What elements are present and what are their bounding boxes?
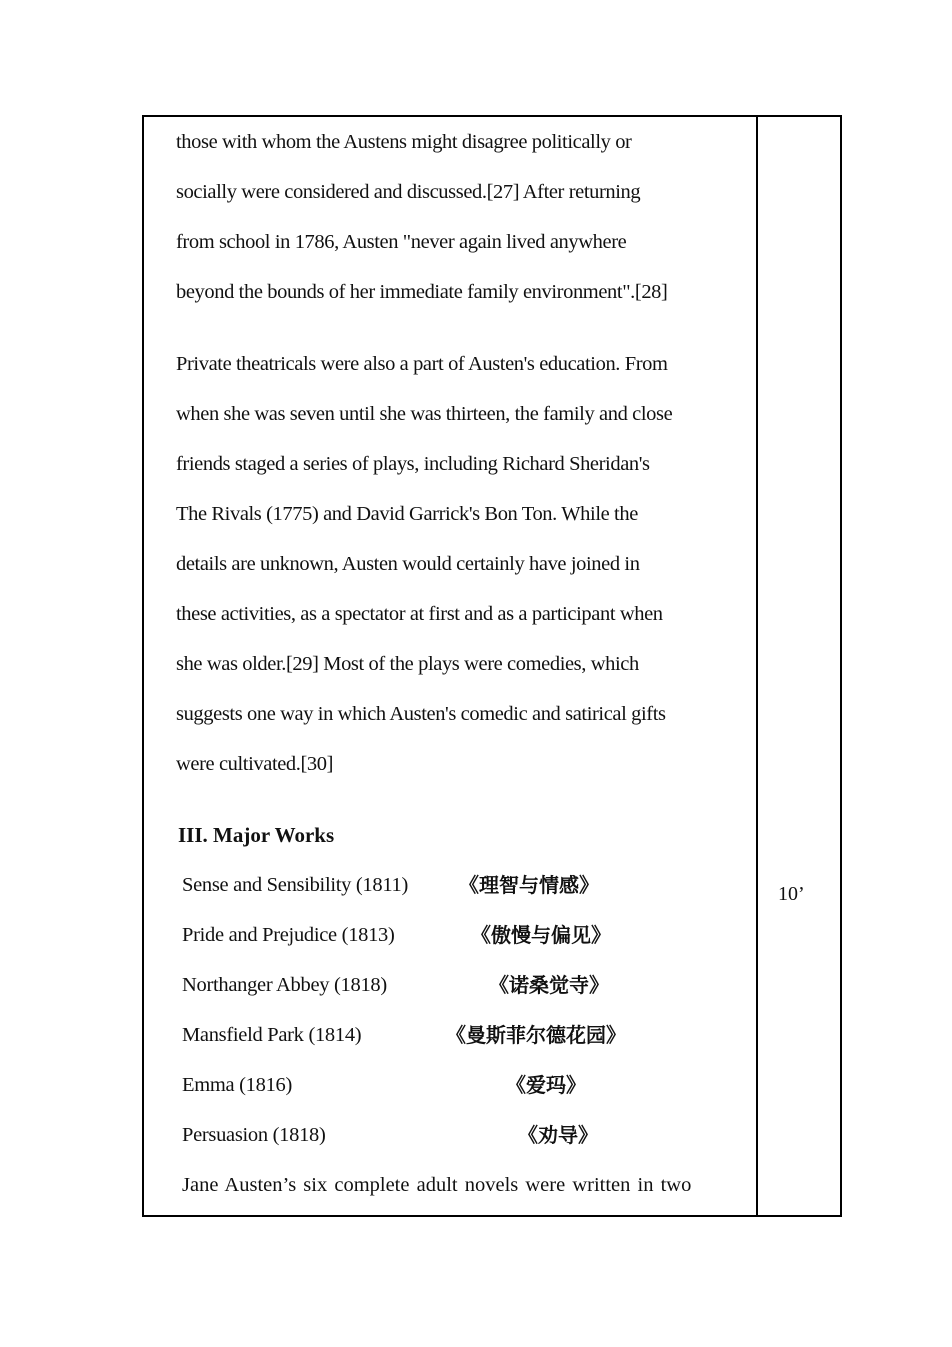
work-title-english: Persuasion (1818) (182, 1124, 326, 1146)
paragraph-line: Private theatricals were also a part of Austen's education. From (176, 353, 668, 375)
paragraph-line: details are unknown, Austen would certainly have joined in (176, 553, 640, 575)
paragraph-line: from school in 1786, Austen "never again lived anywhere (176, 231, 627, 253)
time-allocation: 10’ (778, 883, 805, 905)
work-title-chinese: 《劝导》 (518, 1123, 598, 1147)
paragraph-line: were cultivated.[30] (176, 753, 334, 775)
section-heading: III. Major Works (178, 823, 335, 847)
work-title-chinese: 《曼斯菲尔德花园》 (446, 1023, 626, 1047)
paragraph-line: friends staged a series of plays, including Richard Sheridan's (176, 453, 650, 475)
content-cell (144, 117, 756, 1215)
work-title-chinese: 《理智与情感》 (459, 873, 599, 897)
work-title-english: Sense and Sensibility (1811) (182, 874, 408, 896)
work-title-chinese: 《诺桑觉寺》 (489, 973, 609, 997)
paragraph-line: socially were considered and discussed.[27] After returning (176, 181, 641, 203)
work-title-chinese: 《傲慢与偏见》 (471, 923, 611, 947)
paragraph-line: beyond the bounds of her immediate family environment".[28] (176, 281, 668, 303)
work-title-chinese: 《爱玛》 (506, 1073, 586, 1097)
lesson-table (142, 115, 842, 1217)
time-cell (758, 117, 840, 1215)
work-title-english: Mansfield Park (1814) (182, 1024, 362, 1046)
paragraph-line: those with whom the Austens might disagree politically or (176, 131, 632, 153)
paragraph-line: The Rivals (1775) and David Garrick's Bon Ton. While the (176, 503, 638, 525)
paragraph-line: these activities, as a spectator at first and as a participant when (176, 603, 663, 625)
paragraph-line: she was older.[29] Most of the plays were comedies, which (176, 653, 639, 675)
work-title-english: Northanger Abbey (1818) (182, 974, 387, 996)
paragraph-line: suggests one way in which Austen's comedic and satirical gifts (176, 703, 666, 725)
paragraph-line: when she was seven until she was thirteen, the family and close (176, 403, 673, 425)
work-title-english: Pride and Prejudice (1813) (182, 924, 395, 946)
work-title-english: Emma (1816) (182, 1074, 292, 1096)
paragraph-line: Jane Austen’s six complete adult novels were written in two (182, 1174, 692, 1196)
